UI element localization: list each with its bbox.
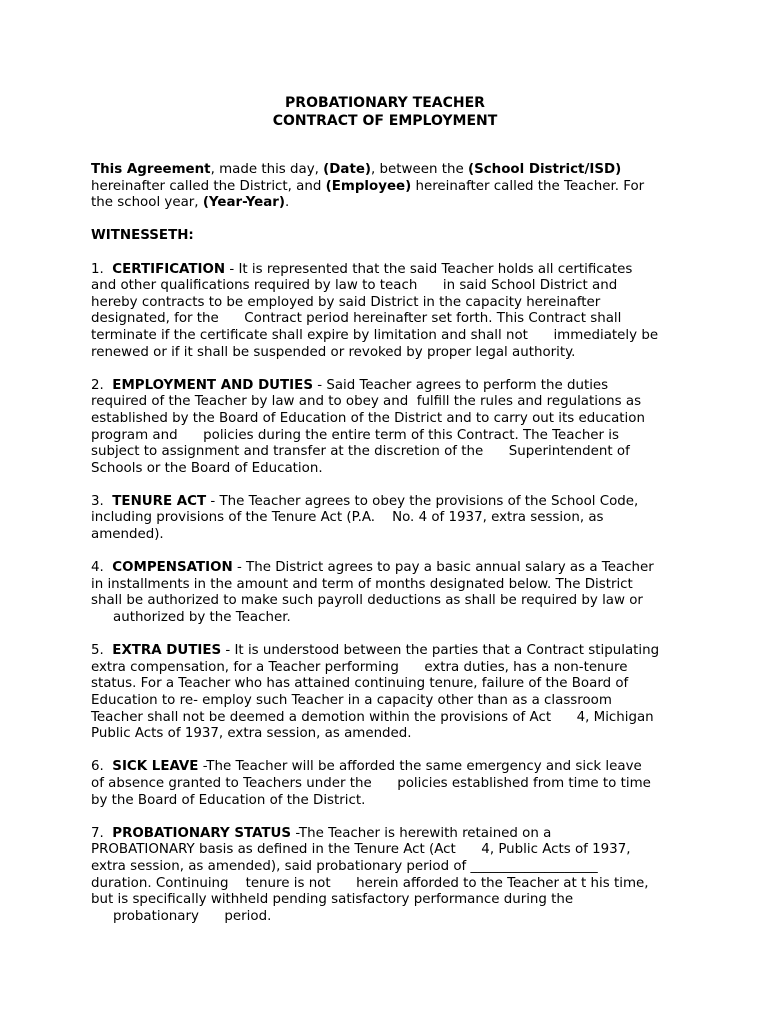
intro-text: hereinafter called the Teacher. For <box>411 178 645 194</box>
section-line: of absence granted to Teachers under the policies established from time to time <box>91 775 651 791</box>
section-line <box>91 759 691 776</box>
witnesseth-text: WITNESSETH: <box>91 228 194 244</box>
year-placeholder: (Year-Year) <box>202 195 286 211</box>
section-employment-duties <box>91 378 691 478</box>
employee-placeholder: (Employee) <box>325 178 412 194</box>
section-line: required of the Teacher by law and to obey and fulfill the rules and regulations as <box>91 394 642 410</box>
section-sick-leave <box>91 759 691 809</box>
section-line: subject to assignment and transfer at the discretion of the Superintendent of <box>91 444 630 460</box>
section-number: 4. <box>91 560 113 576</box>
section-line: established by the Board of Education of the District and to carry out its education <box>91 410 645 426</box>
section-tenure-act <box>91 494 691 544</box>
section-extra-duties <box>91 643 691 743</box>
section-line <box>91 494 691 511</box>
section-line: but is specifically withheld pending satisfactory performance during the <box>91 892 574 908</box>
section-line <box>91 643 691 660</box>
section-line: designated, for the Contract period hereinafter set forth. This Contract shall <box>91 311 622 327</box>
section-line <box>91 826 691 843</box>
section-line: by the Board of Education of the District. <box>91 792 366 808</box>
section-line: Education to re- employ such Teacher in a capacity other than as a classroom <box>91 693 612 708</box>
section-line: Public Acts of 1937, extra session, as amended. <box>91 726 412 742</box>
section-text: -The Teacher will be afforded the same emergency and sick leave <box>198 759 642 775</box>
intro-line-1 <box>91 162 691 179</box>
section-heading: CERTIFICATION <box>112 261 226 277</box>
section-text: - The District agrees to pay a basic annual salary as a Teacher <box>232 560 654 576</box>
section-heading: SICK LEAVE <box>112 759 199 775</box>
section-text: - Said Teacher agrees to perform the duties <box>312 377 609 393</box>
section-line: duration. Continuing tenure is not herein afforded to the Teacher at t his time, <box>91 875 649 891</box>
section-probationary-status <box>91 826 691 926</box>
section-heading: TENURE ACT <box>112 493 207 509</box>
section-number: 6. <box>91 759 113 775</box>
section-line: amended). <box>91 527 164 543</box>
section-number: 3. <box>91 493 113 509</box>
section-text: - The Teacher agrees to obey the provisions of the School Code, <box>206 493 639 509</box>
section-line: PROBATIONARY basis as defined in the Tenure Act (Act 4, Public Acts of 1937, <box>91 842 631 858</box>
witnesseth-heading <box>91 228 691 245</box>
section-heading: EMPLOYMENT AND DUTIES <box>112 377 313 393</box>
section-line <box>91 378 691 395</box>
section-number: 2. <box>91 377 113 393</box>
section-line: Teacher shall not be deemed a demotion within the provisions of Act 4, Michigan <box>91 709 654 725</box>
intro-text: the school year, <box>91 195 203 211</box>
section-heading: EXTRA DUTIES <box>112 643 222 659</box>
section-line: probationary period. <box>113 908 272 924</box>
section-line: program and policies during the entire term of this Contract. The Teacher is <box>91 427 620 443</box>
intro-line-2 <box>91 179 691 196</box>
section-number: 1. <box>91 261 113 277</box>
agreement-label: This Agreement <box>91 162 211 177</box>
section-number: 7. <box>91 825 113 841</box>
section-line <box>91 262 691 279</box>
section-line: hereby contracts to be employed by said District in the capacity hereinafter <box>91 294 601 310</box>
section-text: -The Teacher is herewith retained on a <box>291 825 552 841</box>
section-text: - It is represented that the said Teacher holds all certificates <box>225 261 633 277</box>
title-line-2: CONTRACT OF EMPLOYMENT <box>272 113 498 129</box>
section-line: and other qualifications required by law to teach in said School District and <box>91 278 618 294</box>
title-line-1: PROBATIONARY TEACHER <box>285 95 485 111</box>
section-line <box>91 560 691 577</box>
section-heading: COMPENSATION <box>112 560 233 576</box>
section-certification <box>91 262 691 362</box>
section-line: extra compensation, for a Teacher performing extra duties, has a non-tenure <box>91 659 628 675</box>
intro-text: , made this day, <box>210 162 324 177</box>
section-line: status. For a Teacher who has attained continuing tenure, failure of the Board of <box>91 676 629 692</box>
document-body <box>91 162 691 925</box>
section-number: 5. <box>91 643 113 659</box>
section-compensation <box>91 560 691 626</box>
intro-line-3 <box>91 195 691 212</box>
section-line: in installments in the amount and term of months designated below. The District <box>91 576 633 592</box>
intro-text: . <box>285 195 290 211</box>
intro-text: hereinafter called the District, and <box>91 178 326 194</box>
intro-text: , between the <box>371 162 468 177</box>
section-text: - It is understood between the parties that a Contract stipulating <box>221 643 660 659</box>
section-line: shall be authorized to make such payroll deductions as shall be required by law or <box>91 593 643 609</box>
document-title <box>0 94 770 130</box>
district-placeholder: (School District/ISD) <box>467 162 622 177</box>
section-line: Schools or the Board of Education. <box>91 460 323 476</box>
section-line: including provisions of the Tenure Act (P.A. No. 4 of 1937, extra session, as <box>91 510 604 526</box>
section-line: renewed or if it shall be suspended or revoked by proper legal authority. <box>91 344 576 360</box>
section-line: terminate if the certificate shall expire by limitation and shall not immediately be <box>91 327 659 343</box>
section-line: authorized by the Teacher. <box>113 610 291 626</box>
section-heading: PROBATIONARY STATUS <box>112 825 292 841</box>
section-line: extra session, as amended), said probationary period of ___________________ <box>91 858 598 874</box>
date-placeholder: (Date) <box>323 162 372 177</box>
